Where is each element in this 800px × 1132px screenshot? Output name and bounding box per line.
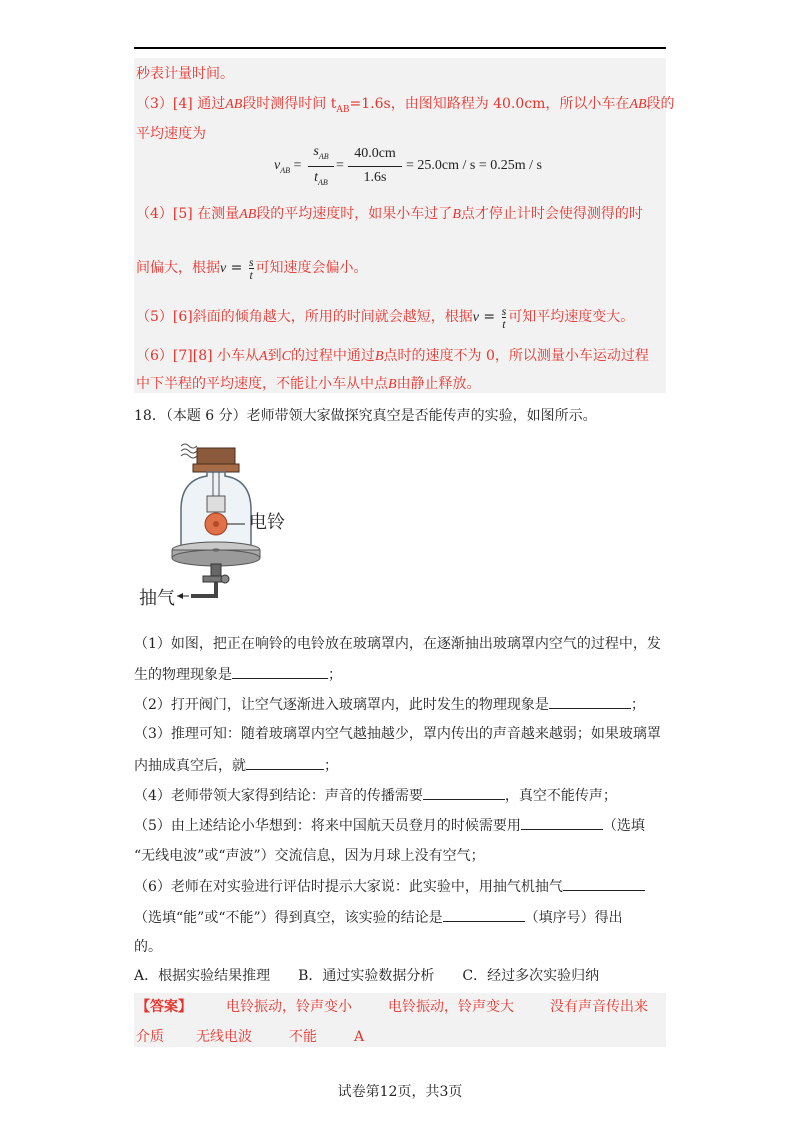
answer-blank-7[interactable] — [443, 907, 525, 922]
question-part-6a: （6）老师在对实验进行评估时提示大家说：此实验中，用抽气机抽气 — [134, 876, 645, 897]
question-part-1b: 生的物理现象是 ； — [134, 664, 342, 685]
answer-blank-2[interactable] — [549, 694, 631, 709]
question-part-5a: （5）由上述结论小华想到：将来中国航天员登月的时候需要用 （选填 — [134, 815, 645, 836]
answer-1: 电铃振动，铃声变小 — [226, 999, 352, 1015]
answer-line-6: （5）[6]斜面的倾角越大，所用的时间就会越短，根据v = $\frac{s}{t}$ 可知平均速度变大。 — [136, 303, 635, 331]
answer-blank-5[interactable] — [521, 815, 603, 830]
question-part-6b: （选填“能”或“不能”）得到真空，该实验的结论是 （填序号）得出 — [134, 907, 623, 928]
answer-line-4: （4）[5] 在测量AB段的平均速度时，如果小车过了B点才停止计时会使得测得的时 — [136, 206, 643, 222]
pump-label: 抽气 — [139, 588, 175, 609]
answer-6: 不能 — [289, 1029, 317, 1045]
answer-explanation-block — [134, 58, 675, 393]
answer-key-block — [134, 993, 666, 1047]
answer-3: 没有声音传出来 — [550, 999, 648, 1015]
question-part-2: （2）打开阀门，让空气逐渐进入玻璃罩内，此时发生的物理现象是 ； — [134, 694, 645, 715]
question-part-1a: （1）如图，把正在响铃的电铃放在玻璃罩内，在逐渐抽出玻璃罩内空气的过程中，发 — [134, 636, 661, 652]
answer-line-5: 间偏大，根据v = $\frac{s}{t}$ 可知速度会偏小。 — [136, 254, 368, 282]
average-speed-formula: $v_{AB}$ = $s_{AB}$ $t_{AB}$ = 40.0cm 1.6s = 25.0cm / s = 0.25m / s — [274, 144, 542, 187]
answer-4: 介质 — [136, 1029, 164, 1045]
header-rule — [134, 47, 666, 49]
question-part-4: （4）老师带领大家得到结论：声音的传播需要 ，真空不能传声； — [134, 785, 617, 806]
answer-blank-6[interactable] — [563, 876, 645, 891]
question-part-5b: “无线电波”或“声波”）交流信息，因为月球上没有空气； — [134, 848, 485, 864]
answer-7: A — [354, 1029, 365, 1045]
answer-line-2: （3）[4] 通过AB段时测得时间 $t_{AB}=1.6s$，由图知路程为 40.0cm，所以小车在AB段的 — [136, 96, 675, 115]
answer-blank-1[interactable] — [232, 664, 328, 679]
question-title: 18．（本题 6 分）老师带领大家做探究真空是否能传声的实验，如图所示。 — [134, 408, 597, 424]
answer-blank-4[interactable] — [423, 785, 505, 800]
question-part-3a: （3）推理可知：随着玻璃罩内空气越抽越少，罩内传出的声音越来越弱；如果玻璃罩 — [134, 726, 661, 742]
answer-5: 无线电波 — [196, 1029, 252, 1045]
answer-blank-3[interactable] — [246, 755, 324, 770]
page-footer: 试卷第12页，共3页 — [337, 1084, 463, 1100]
answer-line-1: 秒表计量时间。 — [136, 66, 234, 82]
question-part-3b: 内抽成真空后，就 ； — [134, 755, 338, 776]
question-part-6c: 的。 — [134, 939, 162, 955]
answer-label: 【答案】 — [136, 999, 192, 1015]
bell-label: 电铃 — [249, 512, 285, 533]
answer-line-3: 平均速度为 — [136, 126, 206, 142]
answer-line-8: 中下半程的平均速度，不能让小车从中点B由静止释放。 — [136, 376, 481, 392]
vacuum-bell-figure — [137, 438, 317, 610]
question-options: A．根据实验结果推理 B．通过实验数据分析 C．经过多次实验归纳 — [134, 968, 600, 984]
answer-2: 电铃振动，铃声变大 — [388, 999, 514, 1015]
answer-line-7: （6）[7][8] 小车从A到C的过程中通过B点时的速度不为 0，所以测量小车运动过程 — [136, 348, 649, 364]
